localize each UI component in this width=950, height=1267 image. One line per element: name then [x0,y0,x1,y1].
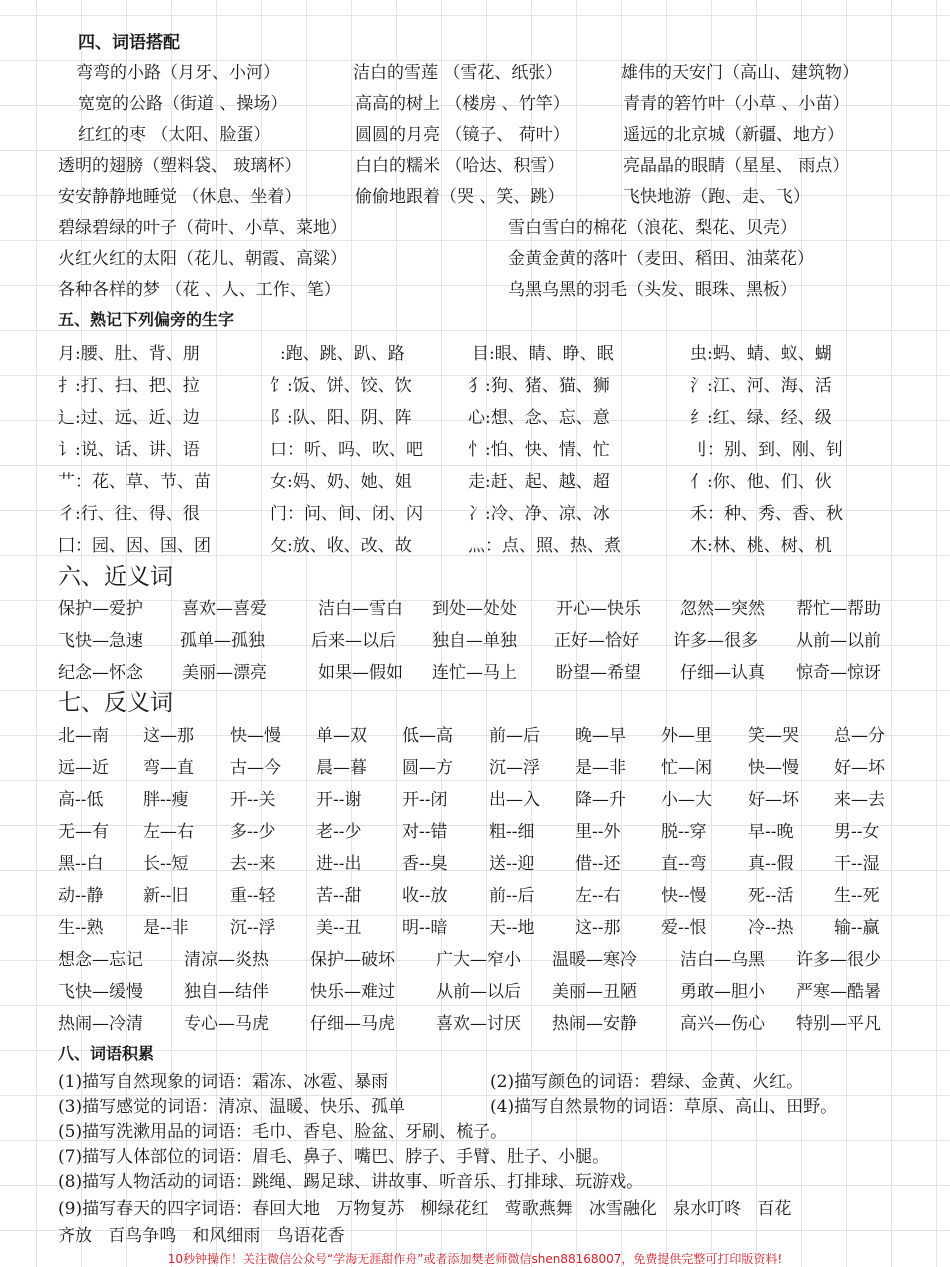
synonym-pair: 开心—快乐 [556,599,641,619]
section-8-title: 八、词语积累 [58,1044,155,1063]
radical-item: 犭:狗、猪、猫、狮 [468,376,610,396]
antonym-pair: 勇敢—胆小 [680,982,765,1002]
collocation-item: 安安静静地睡觉 （休息、坐着） [58,187,302,207]
radical-item: 彳:行、往、得、很 [58,504,200,524]
synonym-pair: 从前—以前 [796,631,881,651]
antonym-pair: 动--静 [58,886,104,906]
antonym-row [0,977,950,1007]
radical-item: 女:妈、奶、她、姐 [270,472,412,492]
radical-row [0,403,950,433]
antonym-pair: 弯—直 [143,758,194,778]
antonym-pair: 高--低 [58,790,104,810]
synonym-pair: 后来—以后 [311,631,396,651]
antonym-pair: 前--后 [489,886,535,906]
synonym-pair: 仔细—认真 [680,663,765,683]
antonym-pair: 洁白—乌黑 [680,950,765,970]
accumulation-item-9-cont: 齐放 百鸟争鸣 和风细雨 鸟语花香 [58,1226,345,1246]
antonym-pair: 快—慢 [230,726,281,746]
antonym-pair: 长--短 [143,854,189,874]
radical-item: 走:赶、起、越、超 [468,472,610,492]
radical-item: 纟:红、绿、经、级 [690,408,832,428]
antonym-pair: 生--熟 [58,918,104,938]
radical-item: 攵:放、收、改、故 [270,536,412,556]
antonym-pair: 低—高 [402,726,453,746]
accumulation-item-2: (2)描写颜色的词语：碧绿、金黄、火红。 [490,1072,804,1092]
antonym-pair: 男--女 [834,822,880,842]
antonym-pair: 晚—早 [575,726,626,746]
collocation-item: 洁白的雪莲 （雪花、纸张） [353,63,563,83]
section-5-title: 五、熟记下列偏旁的生字 [58,310,235,329]
antonym-pair: 进--出 [316,854,362,874]
antonym-pair: 沉--浮 [230,918,276,938]
antonym-pair: 严寒—酷暑 [796,982,881,1002]
antonym-row [0,817,950,847]
collocation-row [0,151,950,181]
antonym-pair: 是—非 [575,758,626,778]
antonym-row [0,945,950,975]
antonym-row [0,1009,950,1039]
radical-item: 讠:说、话、讲、语 [58,440,200,460]
antonym-row [0,785,950,815]
radical-item: 木:林、桃、树、机 [690,536,832,556]
antonym-pair: 北—南 [58,726,109,746]
antonym-pair: 从前—以后 [436,982,521,1002]
antonym-row [0,721,950,751]
antonym-pair: 出—入 [489,790,540,810]
radical-item: 饣:饭、饼、饺、饮 [270,376,412,396]
synonym-pair: 保护—爱护 [58,599,143,619]
antonym-pair: 喜欢—讨厌 [436,1014,521,1034]
antonym-pair: 保护—破坏 [310,950,395,970]
synonym-pair: 独自—单独 [432,631,517,651]
collocation-item: 高高的树上 （楼房 、竹竿） [355,94,570,114]
antonym-pair: 收--放 [402,886,448,906]
antonym-pair: 远—近 [58,758,109,778]
antonym-pair: 仔细—马虎 [310,1014,395,1034]
antonym-pair: 早--晚 [748,822,794,842]
radical-row [0,531,950,561]
antonym-pair: 快—慢 [748,758,799,778]
antonym-pair: 专心—马虎 [184,1014,269,1034]
radical-item: 目:眼、睛、睁、眠 [472,344,614,364]
collocation-item: 雪白雪白的棉花（浪花、梨花、贝壳） [508,218,797,238]
antonym-pair: 死--活 [748,886,794,906]
collocation-item: 弯弯的小路（月牙、小河） [76,63,280,83]
collocation-item: 宽宽的公路（街道 、操场） [78,94,288,114]
accumulation-item-1: (1)描写自然现象的词语：霜冻、冰雹、暴雨 [58,1072,389,1092]
antonym-pair: 胖--瘦 [143,790,189,810]
radical-item: 氵:江、河、海、活 [690,376,832,396]
synonym-pair: 连忙—马上 [432,663,517,683]
collocation-item: 碧绿碧绿的叶子（荷叶、小草、菜地） [58,218,347,238]
antonym-pair: 热闹—安静 [552,1014,637,1034]
radical-item: 亻:你、他、们、伙 [690,472,832,492]
antonym-pair: 对--错 [402,822,448,842]
antonym-pair: 开--闭 [402,790,448,810]
antonym-pair: 总—分 [834,726,885,746]
antonym-pair: 快--慢 [661,886,707,906]
collocation-item: 偷偷地跟着（哭 、笑、跳） [355,187,565,207]
antonym-pair: 冷--热 [748,918,794,938]
antonym-pair: 粗--细 [489,822,535,842]
synonym-pair: 孤单—孤独 [180,631,265,651]
collocation-item: 红红的枣 （太阳、脸蛋） [78,125,271,145]
antonym-pair: 香--臭 [402,854,448,874]
antonym-pair: 沉—浮 [489,758,540,778]
antonym-pair: 天--地 [489,918,535,938]
collocation-row [0,182,950,212]
collocation-item: 金黄金黄的落叶（麦田、稻田、油菜花） [508,249,814,269]
antonym-pair: 开--关 [230,790,276,810]
antonym-pair: 快乐—难过 [310,982,395,1002]
accumulation-item-3: (3)描写感觉的词语：清凉、温暖、快乐、孤单 [58,1097,406,1117]
collocation-row [0,244,950,274]
collocation-item: 火红火红的太阳（花儿、朝霞、高粱） [58,249,347,269]
antonym-pair: 真--假 [748,854,794,874]
antonym-pair: 直--弯 [661,854,707,874]
antonym-row [0,849,950,879]
antonym-pair: 去--来 [230,854,276,874]
antonym-pair: 美--丑 [316,918,362,938]
collocation-item: 青青的箬竹叶（小草 、小苗） [623,94,850,114]
antonym-pair: 小—大 [661,790,712,810]
antonym-pair: 多--少 [230,822,276,842]
antonym-pair: 这—那 [143,726,194,746]
accumulation-item-7: (7)描写人体部位的词语：眉毛、鼻子、嘴巴、脖子、手臂、肚子、小腿。 [58,1147,610,1167]
radical-item: 月:腰、肚、背、朋 [58,344,200,364]
radical-item: 灬：点、照、热、煮 [468,536,621,556]
antonym-pair: 好—坏 [834,758,885,778]
antonym-pair: 独自—结伴 [184,982,269,1002]
antonym-pair: 想念—忘记 [58,950,143,970]
collocation-row [0,58,950,88]
antonym-pair: 左—右 [143,822,194,842]
antonym-pair: 是--非 [143,918,189,938]
antonym-pair: 来—去 [834,790,885,810]
radical-row [0,467,950,497]
radical-item: :跑、跳、趴、路 [280,344,405,364]
radical-row [0,371,950,401]
antonym-pair: 开--谢 [316,790,362,810]
antonym-pair: 这--那 [575,918,621,938]
antonym-pair: 热闹—冷清 [58,1014,143,1034]
section-6-title: 六、近义词 [58,564,173,590]
radical-item: 囗：园、因、国、团 [58,536,211,556]
synonym-row [0,594,950,624]
antonym-pair: 苦--甜 [316,886,362,906]
antonym-pair: 重--轻 [230,886,276,906]
promo-footer: 10秒钟操作！关注微信公众号“学海无涯甜作舟”或者添加樊老师微信shen88168007，免费提供完整可打印版资料! [167,1252,783,1266]
synonym-pair: 喜欢—喜爱 [182,599,267,619]
antonym-pair: 黑--白 [58,854,104,874]
antonym-pair: 送--迎 [489,854,535,874]
antonym-row [0,881,950,911]
antonym-row [0,913,950,943]
antonym-pair: 降—升 [575,790,626,810]
radical-item: 忄:怕、快、情、忙 [468,440,610,460]
collocation-item: 飞快地游（跑、走、飞） [623,187,810,207]
antonym-pair: 左--右 [575,886,621,906]
radical-item: 冫:冷、净、凉、冰 [468,504,610,524]
antonym-pair: 爱--恨 [661,918,707,938]
accumulation-item-5: (5)描写洗漱用品的词语：毛巾、香皂、脸盆、牙刷、梳子。 [58,1122,508,1142]
collocation-item: 白白的糯米 （哈达、积雪） [355,156,565,176]
antonym-pair: 新--旧 [143,886,189,906]
antonym-pair: 古—今 [230,758,281,778]
synonym-pair: 正好—恰好 [554,631,639,651]
radical-item: 口：听、吗、吹、吧 [270,440,423,460]
accumulation-item-9: (9)描写春天的四字词语：春回大地 万物复苏 柳绿花红 莺歌燕舞 冰雪融化 泉水叮咚 百花 [58,1199,792,1219]
collocation-item: 雄伟的天安门（高山、建筑物） [621,63,859,83]
antonym-pair: 脱--穿 [661,822,707,842]
collocation-row [0,120,950,150]
synonym-pair: 纪念—怀念 [58,663,143,683]
antonym-pair: 忙—闲 [661,758,712,778]
synonym-pair: 美丽—漂亮 [182,663,267,683]
antonym-pair: 无—有 [58,822,109,842]
collocation-item: 遥远的北京城（新疆、地方） [623,125,844,145]
section-7-title: 七、反义词 [58,690,173,716]
radical-item: 阝:队、阳、阴、阵 [270,408,412,428]
antonym-pair: 里--外 [575,822,621,842]
antonym-row [0,753,950,783]
antonym-pair: 飞快—缓慢 [58,982,143,1002]
collocation-item: 透明的翅膀（塑料袋、 玻璃杯） [58,156,302,176]
radical-item: 虫:蚂、蜻、蚁、蝴 [690,344,832,364]
antonym-pair: 前—后 [489,726,540,746]
radical-item: 艹：花、草、节、苗 [58,472,211,492]
antonym-pair: 特别—平凡 [796,1014,881,1034]
radical-item: 刂：别、到、刚、钊 [690,440,843,460]
synonym-pair: 盼望—希望 [556,663,641,683]
radical-row [0,339,950,369]
antonym-pair: 高兴—伤心 [680,1014,765,1034]
antonym-pair: 干--湿 [834,854,880,874]
antonym-pair: 单—双 [316,726,367,746]
antonym-pair: 温暖—寒冷 [552,950,637,970]
antonym-pair: 许多—很少 [796,950,881,970]
section-4-title: 四、词语搭配 [78,33,180,53]
antonym-pair: 笑—哭 [748,726,799,746]
radical-item: 门：问、间、闭、闪 [270,504,423,524]
synonym-pair: 忽然—突然 [680,599,765,619]
accumulation-item-8: (8)描写人物活动的词语：跳绳、踢足球、讲故事、听音乐、打排球、玩游戏。 [58,1172,644,1192]
collocation-item: 亮晶晶的眼睛（星星、 雨点） [623,156,850,176]
collocation-item: 乌黑乌黑的羽毛（头发、眼珠、黑板） [508,280,797,300]
radical-item: 心:想、念、忘、意 [468,408,610,428]
collocation-row [0,213,950,243]
antonym-pair: 晨—暮 [316,758,367,778]
antonym-pair: 清凉—炎热 [184,950,269,970]
radical-item: 扌:打、扫、把、拉 [58,376,200,396]
synonym-pair: 飞快—急速 [58,631,143,651]
antonym-pair: 生--死 [834,886,880,906]
antonym-pair: 老--少 [316,822,362,842]
synonym-pair: 惊奇—惊讶 [796,663,881,683]
radical-row [0,499,950,529]
collocation-row [0,275,950,305]
synonym-row [0,626,950,656]
radical-row [0,435,950,465]
antonym-pair: 输--赢 [834,918,880,938]
antonym-pair: 明--暗 [402,918,448,938]
collocation-item: 各种各样的梦 （花 、人、工作、笔） [58,280,341,300]
antonym-pair: 广大—窄小 [436,950,521,970]
radical-item: 禾：种、秀、香、秋 [690,504,843,524]
antonym-pair: 外—里 [661,726,712,746]
synonym-pair: 帮忙—帮助 [796,599,881,619]
synonym-pair: 洁白—雪白 [318,599,403,619]
synonym-pair: 如果—假如 [318,663,403,683]
antonym-pair: 借--还 [575,854,621,874]
radical-item: 辶:过、远、近、边 [58,408,200,428]
antonym-pair: 圆—方 [402,758,453,778]
synonym-pair: 许多—很多 [673,631,758,651]
collocation-row [0,89,950,119]
collocation-item: 圆圆的月亮 （镜子、 荷叶） [355,125,570,145]
antonym-pair: 好—坏 [748,790,799,810]
synonym-pair: 到处—处处 [432,599,517,619]
accumulation-item-4: (4)描写自然景物的词语：草原、高山、田野。 [490,1097,838,1117]
antonym-pair: 美丽—丑陋 [552,982,637,1002]
